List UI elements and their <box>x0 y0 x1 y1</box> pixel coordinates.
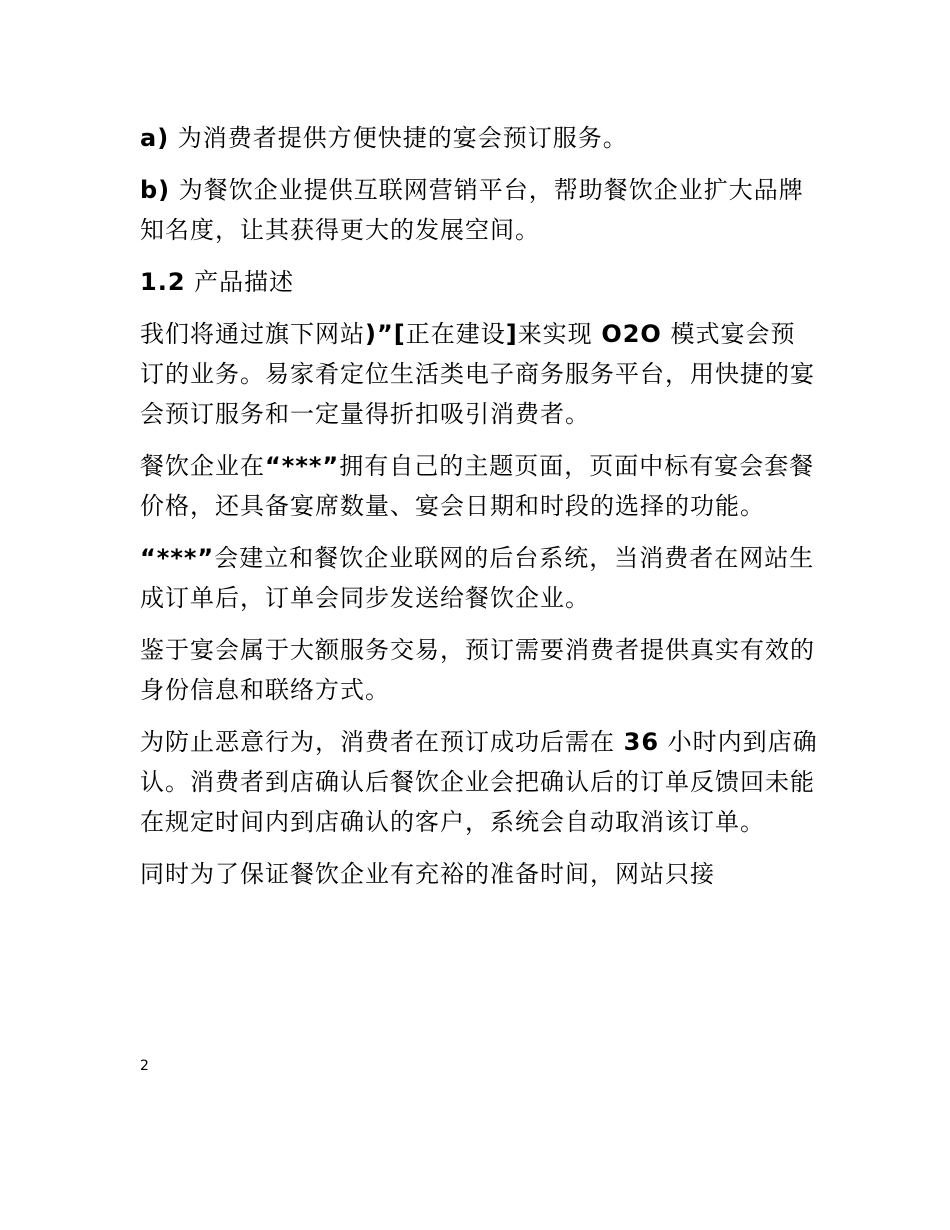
text-run: 拥有自己的主题页面，页面中标有宴会套餐价格，还具备宴席数量、宴会日期和时段的选择的功能。 <box>140 452 815 520</box>
list-marker-a: a) <box>140 124 170 152</box>
text-run: 餐饮企业在 <box>140 452 265 480</box>
text-run: 正在建设 <box>405 320 506 348</box>
text-run: ] <box>505 320 518 348</box>
text-run: 小时内到店确认。消费者到店确认后餐饮企业会把确认后的订单反馈回未能在规定时间内到店确认的客户，系统会自动取消该订单。 <box>140 728 818 836</box>
section-number: 1.2 <box>140 268 186 296</box>
paragraph-product-overview <box>140 314 820 434</box>
text-run: 来实现 <box>517 320 602 348</box>
paragraph-text: 为餐饮企业提供互联网营销平台，帮助餐饮企业扩大品牌知名度，让其获得更大的发展空间。 <box>140 176 804 244</box>
text-run: “***” <box>140 544 215 572</box>
text-run: 为防止恶意行为，消费者在预订成功后需在 <box>140 728 624 756</box>
paragraph-text: 为消费者提供方便快捷的宴会预订服务。 <box>169 124 628 152</box>
text-run: 36 <box>623 728 660 756</box>
section-title: 产品描述 <box>185 268 295 296</box>
paragraph-text: 鉴于宴会属于大额服务交易，预订需要消费者提供真实有效的身份信息和联络方式。 <box>140 636 815 704</box>
paragraph-text: 同时为了保证餐饮企业有充裕的准备时间，网站只接 <box>140 860 715 888</box>
text-run: 会建立和餐饮企业联网的后台系统，当消费者在网站生成订单后，订单会同步发送给餐饮企业。 <box>140 544 815 612</box>
text-run: O2O <box>601 320 662 348</box>
paragraph-preparation-time <box>140 854 820 894</box>
text-run: 模式宴会预订的业务。易家肴定位生活类电子商务服务平台，用快捷的宴会预订服务和一定量得折扣吸引消费者。 <box>140 320 815 428</box>
list-marker-b: b) <box>140 176 171 204</box>
paragraph-goal-a <box>140 118 820 158</box>
paragraph-identity-info <box>140 630 820 710</box>
text-run: 我们将通过旗下网站 <box>140 320 365 348</box>
page-number: 2 <box>140 1058 149 1074</box>
document-body <box>140 118 820 906</box>
paragraph-backend-system <box>140 538 820 618</box>
text-run: “***” <box>265 452 340 480</box>
paragraph-confirmation-rule <box>140 722 820 842</box>
text-run: )”[ <box>365 320 406 348</box>
paragraph-theme-page <box>140 446 820 526</box>
paragraph-goal-b <box>140 170 820 250</box>
section-heading <box>140 262 820 302</box>
